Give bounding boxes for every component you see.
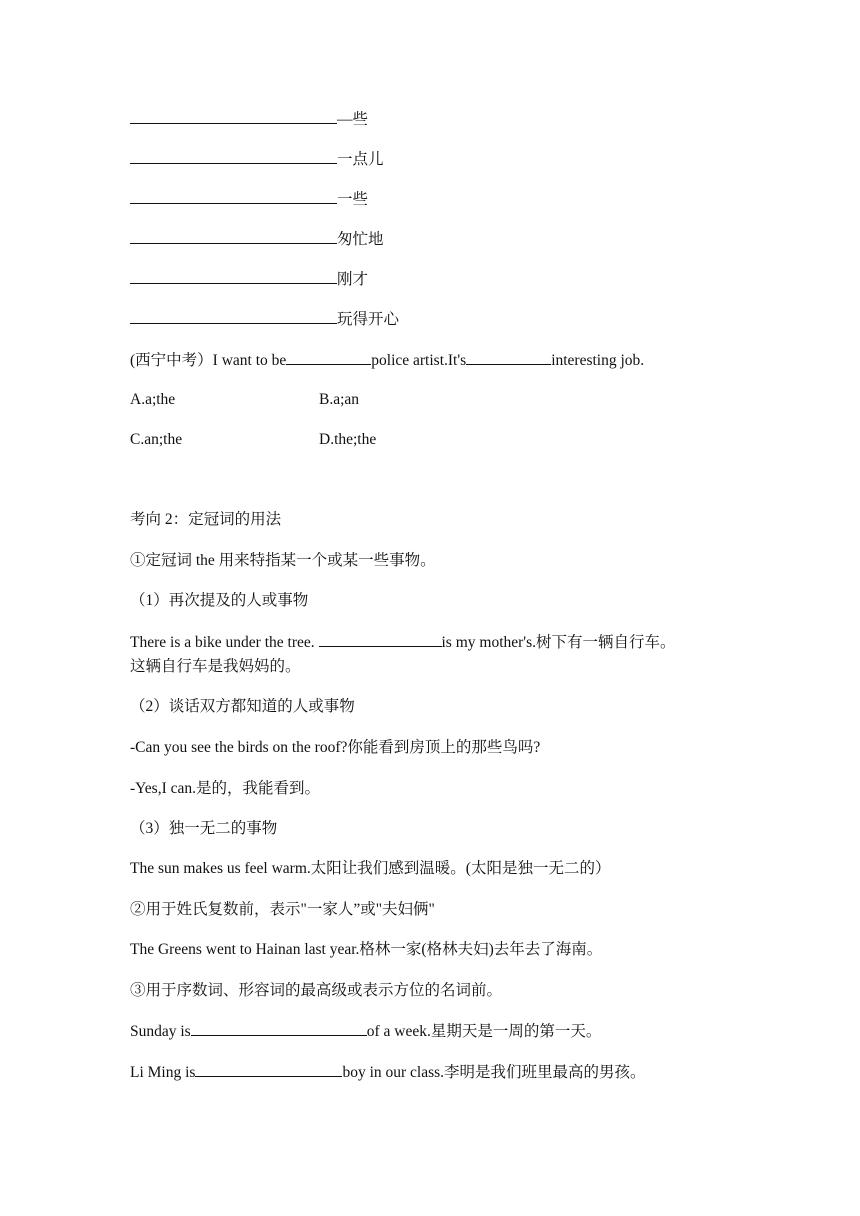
- example-4: The Greens went to Hainan last year.格林一家(格林夫妇)去年去了海南。: [130, 941, 603, 958]
- vocab-line-1: [130, 109, 368, 130]
- example-2a: -Can you see the birds on the roof?你能看到房顶上的那些鸟吗?: [130, 739, 541, 756]
- option-a[interactable]: A.a;the: [130, 391, 176, 408]
- example-1-text-b: is my mother's.树下有一辆自行车。: [441, 634, 676, 651]
- question-text-3: interesting job.: [551, 352, 645, 369]
- sub-point-1: （1）再次提及的人或事物: [130, 592, 309, 609]
- answer-blank[interactable]: [466, 350, 551, 365]
- rule-3: ③用于序数词、形容词的最高级或表示方位的名词前。: [130, 982, 503, 999]
- vocab-line-2: [130, 149, 384, 170]
- vocab-meaning: 玩得开心: [337, 311, 400, 328]
- vocab-meaning: —些: [337, 111, 369, 128]
- answer-blank[interactable]: [130, 309, 337, 324]
- example-6-text-b: boy in our class.李明是我们班里最高的男孩。: [342, 1064, 646, 1081]
- example-6: [130, 1062, 646, 1083]
- question-text-1: (西宁中考）I want to be: [130, 352, 287, 369]
- options-row-1: [130, 390, 359, 410]
- vocab-line-5: [130, 269, 368, 290]
- sub-point-2: （2）谈话双方都知道的人或事物: [130, 698, 355, 715]
- answer-blank[interactable]: [319, 632, 442, 647]
- options-row-2: [130, 430, 376, 450]
- example-6-text-a: Li Ming is: [130, 1064, 196, 1081]
- example-2b: -Yes,I can.是的，我能看到。: [130, 780, 321, 797]
- vocab-line-6: [130, 309, 399, 330]
- example-5-text-a: Sunday is: [130, 1023, 191, 1040]
- option-d[interactable]: D.the;the: [319, 431, 377, 448]
- answer-blank[interactable]: [195, 1062, 342, 1077]
- answer-blank[interactable]: [130, 269, 337, 284]
- vocab-meaning: 一些: [337, 191, 369, 208]
- example-1-line-2: 这辆自行车是我妈妈的。: [130, 658, 301, 675]
- answer-blank[interactable]: [130, 149, 337, 164]
- vocab-line-4: [130, 229, 384, 250]
- example-5-text-b: of a week.星期天是一周的第一天。: [366, 1023, 602, 1040]
- vocab-meaning: 一点儿: [337, 151, 384, 168]
- answer-blank[interactable]: [130, 109, 337, 124]
- option-c[interactable]: C.an;the: [130, 431, 183, 448]
- example-1-text-a: There is a bike under the tree.: [130, 634, 319, 651]
- sub-point-3: （3）独一无二的事物: [130, 820, 278, 837]
- rule-2: ②用于姓氏复数前，表示"一家人”或"夫妇俩": [130, 901, 435, 918]
- answer-blank[interactable]: [286, 350, 371, 365]
- example-3: The sun makes us feel warm.太阳让我们感到温暖。(太阳是独一无二的）: [130, 860, 611, 877]
- answer-blank[interactable]: [130, 229, 337, 244]
- answer-blank[interactable]: [130, 189, 337, 204]
- example-1: [130, 632, 676, 653]
- question-text-2: police artist.It's: [371, 352, 467, 369]
- vocab-meaning: 匆忙地: [337, 231, 384, 248]
- answer-blank[interactable]: [191, 1021, 367, 1036]
- vocab-line-3: [130, 189, 368, 210]
- option-b[interactable]: B.a;an: [319, 391, 360, 408]
- example-5: [130, 1021, 601, 1042]
- rule-1: ①定冠词 the 用来特指某一个或某一些事物。: [130, 552, 436, 569]
- section-heading: 考向 2：定冠词的用法: [130, 511, 282, 528]
- vocab-meaning: 刚才: [337, 271, 369, 288]
- question-stem: [130, 350, 644, 371]
